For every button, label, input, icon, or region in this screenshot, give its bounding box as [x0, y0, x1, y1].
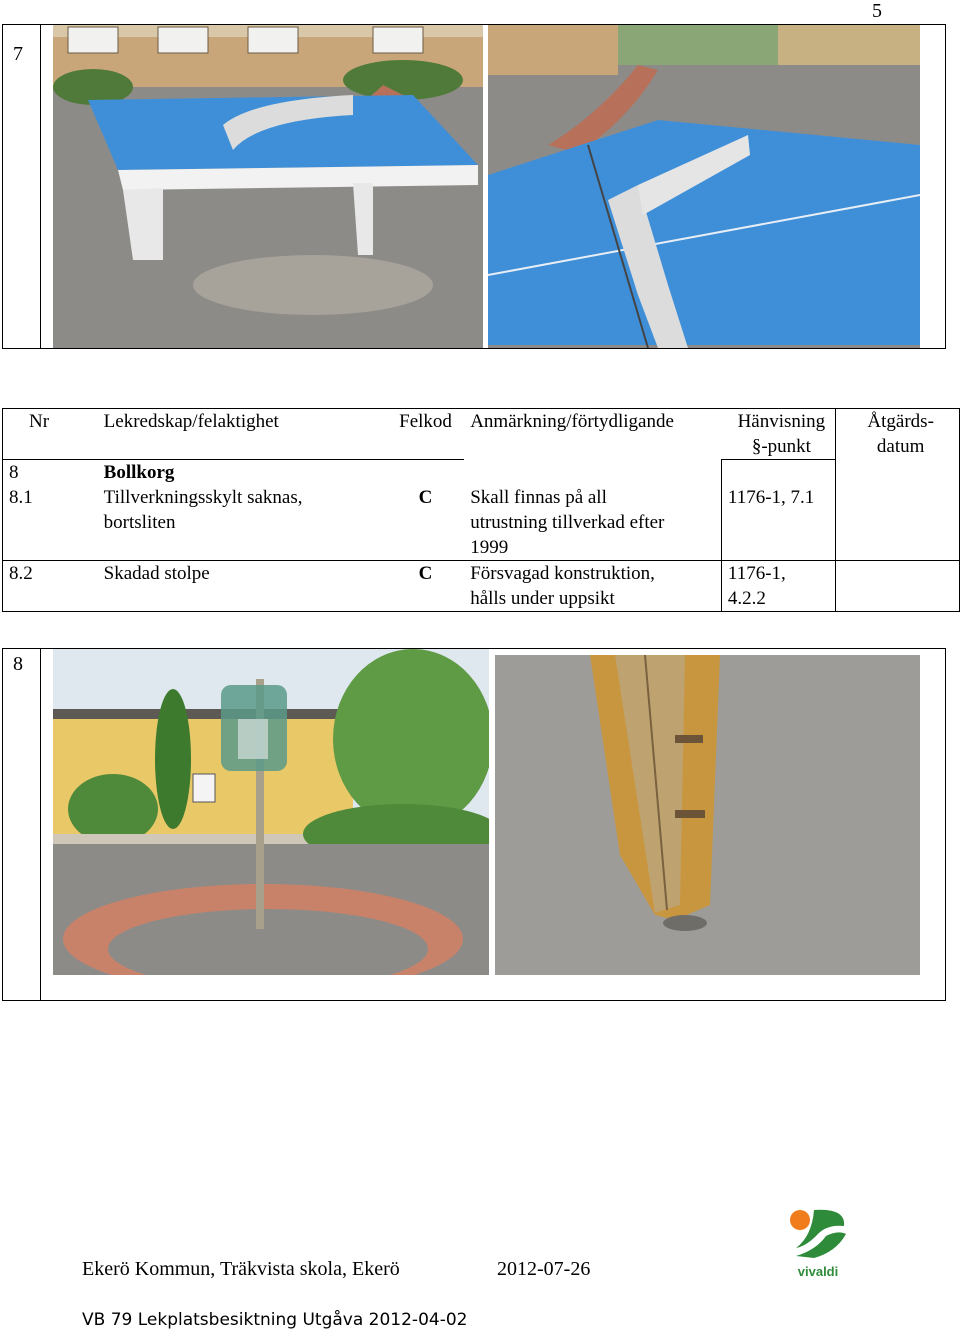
header-nr: Nr [3, 409, 98, 460]
header-ref-line1: Hänvisning [737, 411, 826, 432]
row-item-line1: Tillverkningsskylt saknas, [103, 487, 303, 508]
row-code: C [418, 487, 433, 508]
section-number: 8 [3, 649, 41, 1000]
row-item-line2: bortsliten [103, 512, 176, 533]
row-date [836, 561, 960, 612]
row-note-line3: 1999 [470, 537, 509, 558]
photo-section-7 [2, 24, 946, 349]
table-header-row [3, 409, 960, 460]
footer-location: Ekerö Kommun, Träkvista skola, Ekerö [82, 1258, 400, 1280]
header-ref-line2: §-punkt [751, 436, 811, 457]
row-item [98, 485, 381, 561]
row-ref-line2: 4.2.2 [727, 588, 766, 609]
defects-table [2, 408, 960, 612]
header-date-line2: datum [876, 436, 925, 457]
footer-doc-ref: VB 79 Lekplatsbesiktning Utgåva 2012-04-02 [82, 1310, 468, 1330]
page-number: 5 [872, 0, 882, 22]
photo-basketball-hoop [53, 649, 489, 975]
section-number: 7 [3, 25, 41, 348]
table-row [3, 561, 960, 612]
group-nr: 8 [3, 460, 98, 486]
photo-table-tennis-net [488, 25, 920, 348]
group-title: Bollkorg [98, 460, 381, 486]
row-note-line2: utrustning tillverkad efter [470, 512, 665, 533]
photo-damaged-pole [495, 655, 920, 975]
table-group-row [3, 460, 960, 486]
footer-date: 2012-07-26 [497, 1258, 591, 1280]
row-nr: 8.2 [3, 561, 98, 612]
row-date [836, 485, 960, 561]
row-note-line1: Försvagad konstruktion, [470, 563, 655, 584]
row-ref [721, 561, 835, 612]
row-code: C [381, 561, 464, 612]
row-note [464, 561, 721, 612]
vivaldi-logo [786, 1206, 850, 1280]
row-item: Skadad stolpe [98, 561, 381, 612]
header-item: Lekredskap/felaktighet [98, 409, 381, 460]
row-ref-line1: 1176-1, [727, 563, 786, 584]
row-nr: 8.1 [3, 485, 98, 561]
header-date [836, 409, 960, 460]
row-note-line2: hålls under uppsikt [470, 588, 615, 609]
logo-text: vivaldi [797, 1264, 839, 1279]
header-date-line1: Åtgärds- [867, 411, 934, 432]
row-ref-line1: 1176-1, 7.1 [727, 487, 815, 508]
row-note [464, 485, 721, 561]
row-note-line1: Skall finnas på all [470, 487, 607, 508]
row-ref [721, 485, 835, 561]
header-ref [721, 409, 835, 460]
photo-table-tennis-overview [53, 25, 483, 348]
photo-section-8 [2, 648, 946, 1001]
header-note: Anmärkning/förtydligande [464, 409, 721, 460]
table-row [3, 485, 960, 561]
header-code: Felkod [381, 409, 464, 460]
